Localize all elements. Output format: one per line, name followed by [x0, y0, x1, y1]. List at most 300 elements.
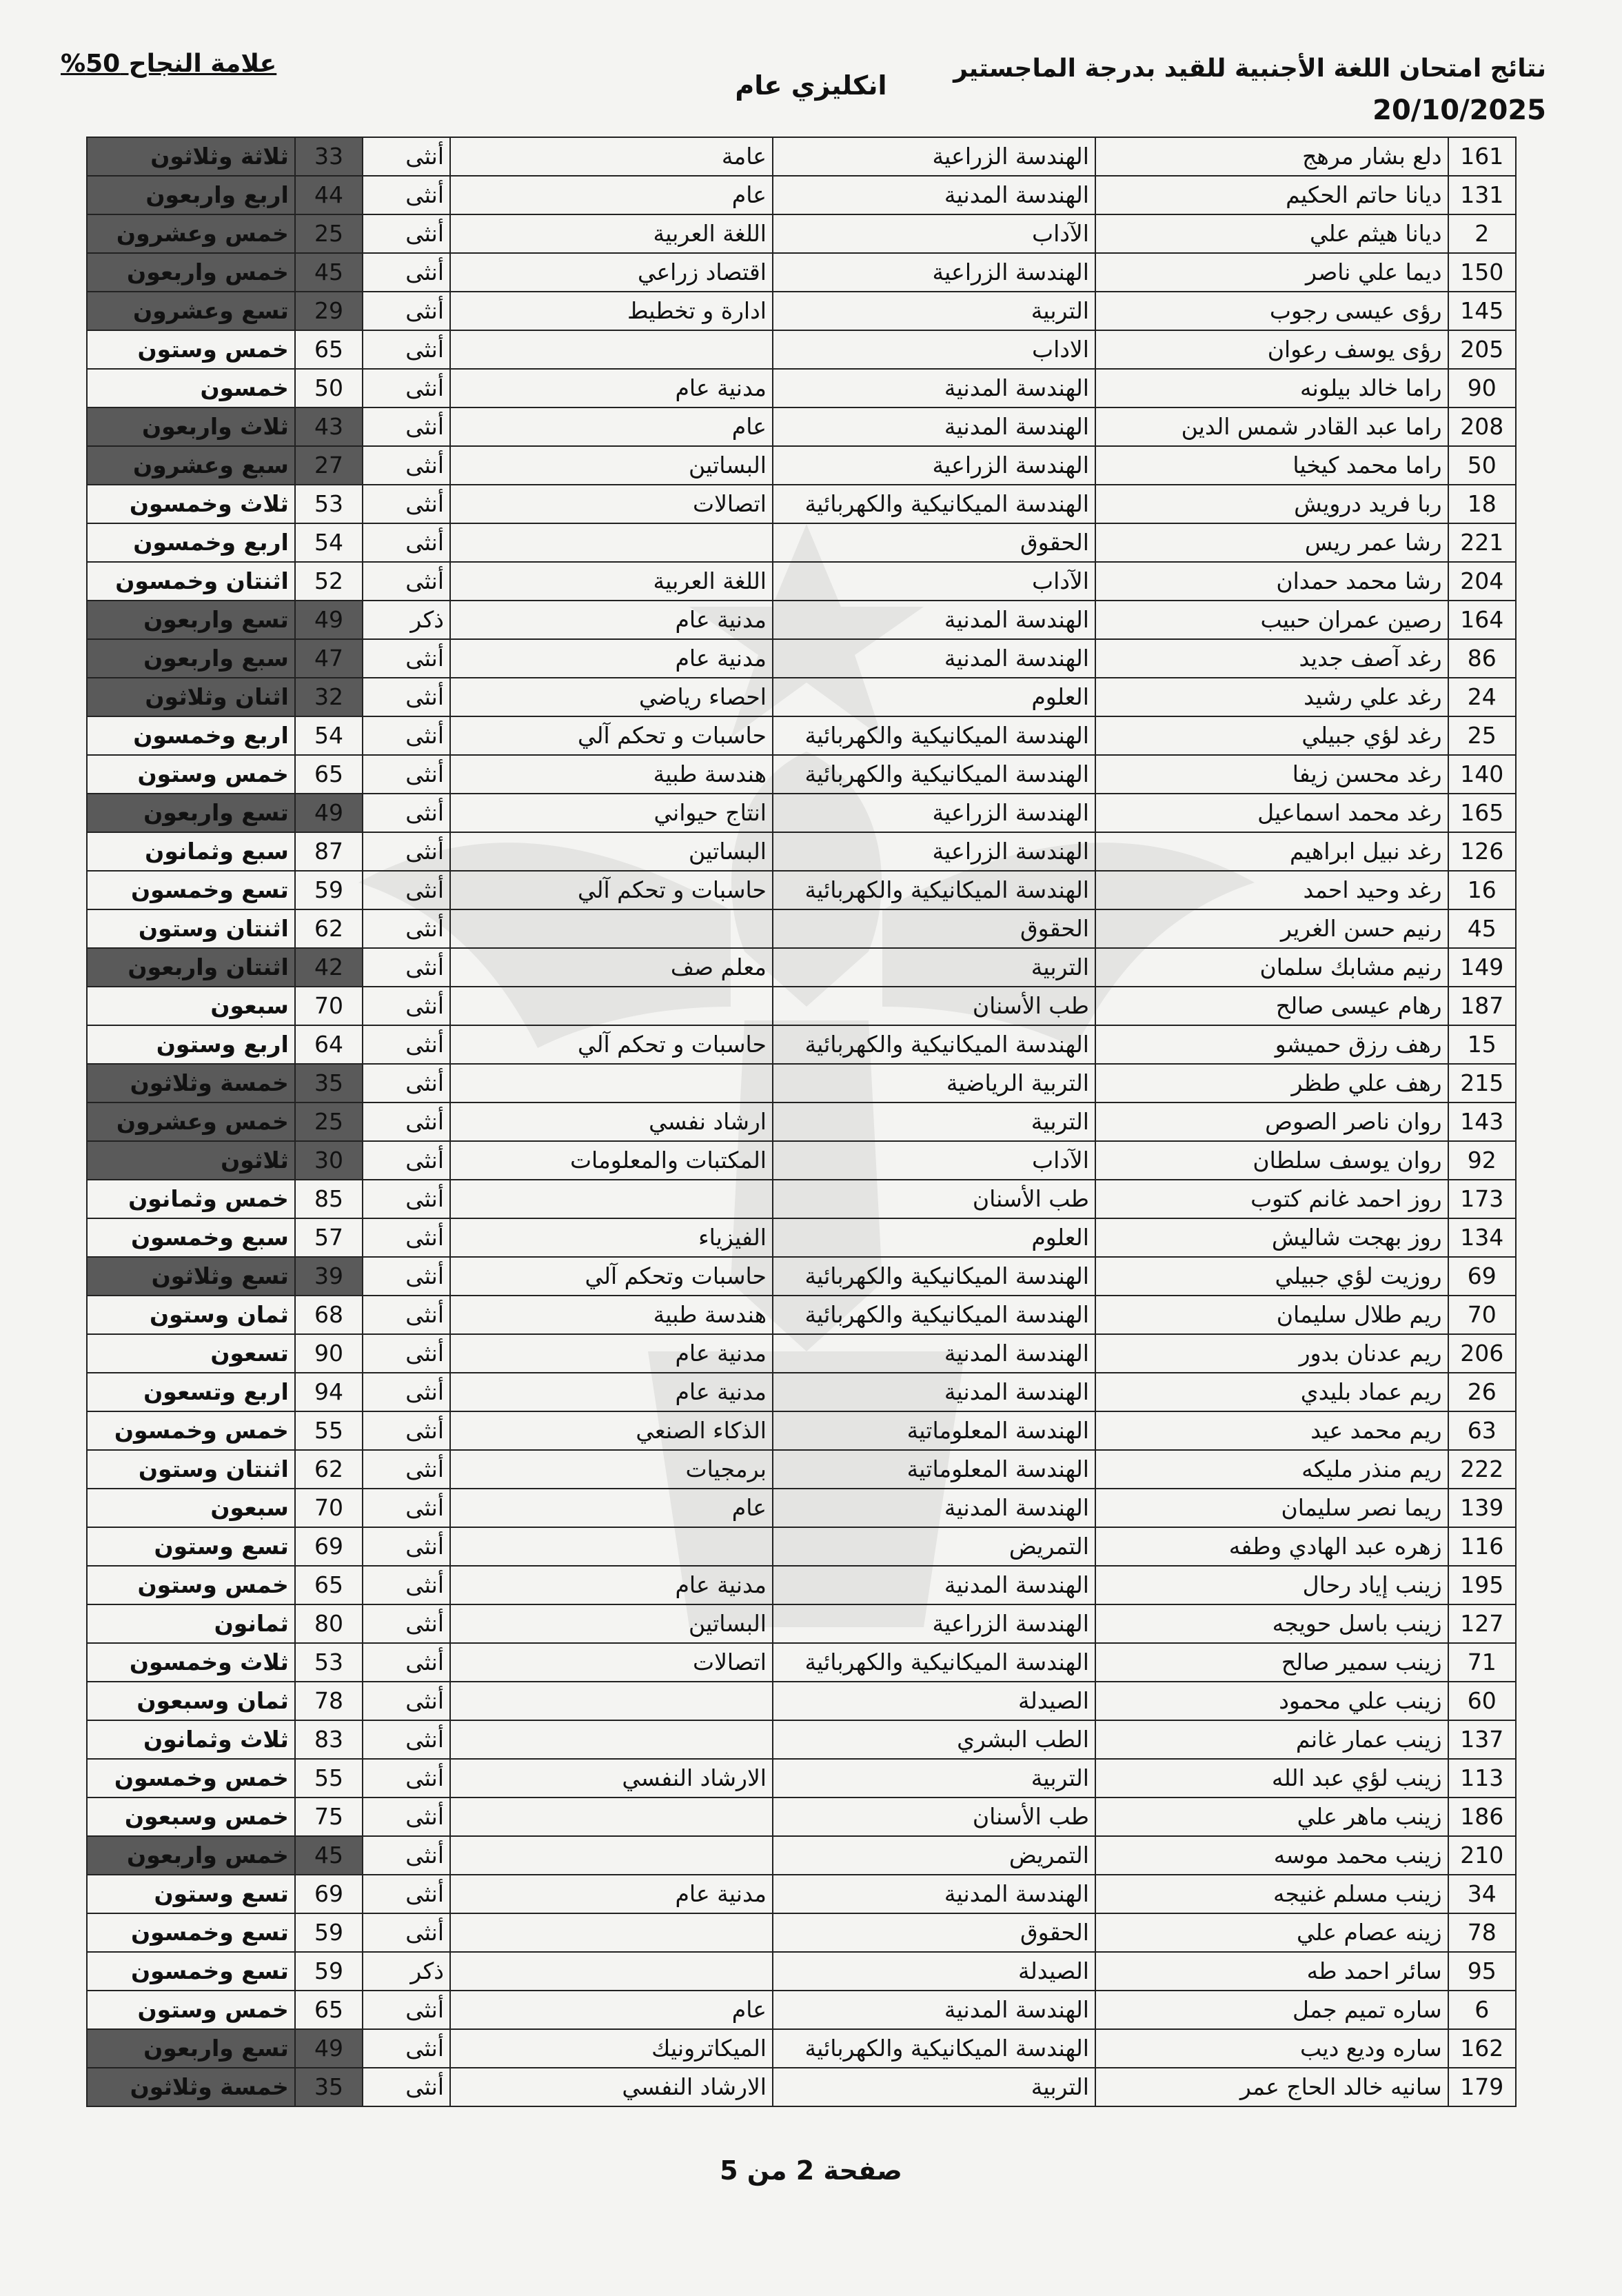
gender-cell: أنثى [363, 1913, 450, 1952]
gender-cell: أنثى [363, 407, 450, 446]
row-number-cell: 195 [1448, 1566, 1516, 1604]
mark-in-words-cell: تسع وستون [87, 1527, 295, 1566]
table-row [87, 1527, 1516, 1566]
specialization-cell [450, 1913, 773, 1952]
row-number-cell: 25 [1448, 716, 1516, 755]
mark-cell: 59 [295, 1913, 363, 1952]
specialization-cell: حاسبات و تحكم آلي [450, 1025, 773, 1064]
specialization-cell: اللغة العربية [450, 214, 773, 253]
specialization-cell [450, 523, 773, 562]
specialization-cell [450, 1527, 773, 1566]
student-name-cell: راما محمد كيخيا [1095, 446, 1448, 485]
table-row [87, 755, 1516, 794]
mark-cell: 87 [295, 832, 363, 871]
mark-in-words-cell: ثلاثون [87, 1141, 295, 1180]
mark-cell: 65 [295, 1566, 363, 1604]
row-number-cell: 149 [1448, 948, 1516, 987]
mark-cell: 57 [295, 1218, 363, 1257]
gender-cell: أنثى [363, 176, 450, 214]
gender-cell: أنثى [363, 214, 450, 253]
student-name-cell: ساره وديع ديب [1095, 2029, 1448, 2068]
table-row [87, 832, 1516, 871]
gender-cell: أنثى [363, 1720, 450, 1759]
student-name-cell: ديانا حاتم الحكيم [1095, 176, 1448, 214]
mark-cell: 45 [295, 253, 363, 292]
gender-cell: أنثى [363, 1489, 450, 1527]
table-row [87, 601, 1516, 639]
student-name-cell: زينب علي محمود [1095, 1682, 1448, 1720]
table-row [87, 1643, 1516, 1682]
table-row [87, 1141, 1516, 1180]
gender-cell: أنثى [363, 1334, 450, 1373]
mark-cell: 45 [295, 1836, 363, 1875]
faculty-cell: الاداب [773, 330, 1095, 369]
faculty-cell: الهندسة المدنية [773, 639, 1095, 678]
gender-cell: ذكر [363, 601, 450, 639]
table-row [87, 909, 1516, 948]
student-name-cell: رشا عمر ريس [1095, 523, 1448, 562]
specialization-cell: مدنية عام [450, 1875, 773, 1913]
gender-cell: أنثى [363, 1180, 450, 1218]
mark-cell: 65 [295, 330, 363, 369]
table-row [87, 2029, 1516, 2068]
table-row [87, 1875, 1516, 1913]
student-name-cell: زينب باسل حويجه [1095, 1604, 1448, 1643]
gender-cell: أنثى [363, 948, 450, 987]
row-number-cell: 78 [1448, 1913, 1516, 1952]
mark-in-words-cell: سبع وعشرون [87, 446, 295, 485]
row-number-cell: 50 [1448, 446, 1516, 485]
mark-cell: 47 [295, 639, 363, 678]
specialization-cell: مدنية عام [450, 1373, 773, 1411]
row-number-cell: 16 [1448, 871, 1516, 909]
faculty-cell: الهندسة الزراعية [773, 446, 1095, 485]
faculty-cell: الهندسة المدنية [773, 1489, 1095, 1527]
mark-in-words-cell: اربع وخمسون [87, 716, 295, 755]
row-number-cell: 24 [1448, 678, 1516, 716]
mark-cell: 90 [295, 1334, 363, 1373]
gender-cell: أنثى [363, 1411, 450, 1450]
specialization-cell: الارشاد النفسي [450, 2068, 773, 2106]
table-row [87, 407, 1516, 446]
faculty-cell: الهندسة الميكانيكية والكهربائية [773, 1643, 1095, 1682]
gender-cell: ذكر [363, 1952, 450, 1991]
student-name-cell: راما خالد بيلونه [1095, 369, 1448, 407]
mark-cell: 70 [295, 987, 363, 1025]
mark-in-words-cell: تسع وخمسون [87, 1913, 295, 1952]
student-name-cell: زينب إياد رحال [1095, 1566, 1448, 1604]
row-number-cell: 165 [1448, 794, 1516, 832]
gender-cell: أنثى [363, 1102, 450, 1141]
mark-in-words-cell: تسع وخمسون [87, 871, 295, 909]
student-name-cell: رغد علي رشيد [1095, 678, 1448, 716]
row-number-cell: 186 [1448, 1797, 1516, 1836]
faculty-cell: الهندسة المعلوماتية [773, 1450, 1095, 1489]
faculty-cell: التربية [773, 1102, 1095, 1141]
mark-cell: 65 [295, 755, 363, 794]
student-name-cell: زينب مسلم غنيجه [1095, 1875, 1448, 1913]
table-row [87, 1991, 1516, 2029]
gender-cell: أنثى [363, 253, 450, 292]
faculty-cell: العلوم [773, 678, 1095, 716]
mark-in-words-cell: ثلاثة وثلاثون [87, 137, 295, 176]
faculty-cell: التربية [773, 948, 1095, 987]
student-name-cell: دلع بشار مرهج [1095, 137, 1448, 176]
mark-cell: 42 [295, 948, 363, 987]
row-number-cell: 34 [1448, 1875, 1516, 1913]
specialization-cell: حاسبات وتحكم آلي [450, 1257, 773, 1296]
gender-cell: أنثى [363, 1991, 450, 2029]
table-row [87, 523, 1516, 562]
row-number-cell: 6 [1448, 1991, 1516, 2029]
faculty-cell: الهندسة المدنية [773, 1875, 1095, 1913]
student-name-cell: رنيم حسن الغرير [1095, 909, 1448, 948]
faculty-cell: الهندسة الزراعية [773, 1604, 1095, 1643]
specialization-cell [450, 909, 773, 948]
faculty-cell: الهندسة الزراعية [773, 794, 1095, 832]
specialization-cell: عام [450, 176, 773, 214]
mark-cell: 68 [295, 1296, 363, 1334]
student-name-cell: رشا محمد حمدان [1095, 562, 1448, 601]
faculty-cell: التربية [773, 2068, 1095, 2106]
mark-in-words-cell: ثمان وسبعون [87, 1682, 295, 1720]
table-row [87, 1102, 1516, 1141]
table-row [87, 485, 1516, 523]
table-row [87, 1025, 1516, 1064]
mark-cell: 85 [295, 1180, 363, 1218]
student-name-cell: سائر احمد طه [1095, 1952, 1448, 1991]
student-name-cell: روزيت لؤي جبيلي [1095, 1257, 1448, 1296]
row-number-cell: 18 [1448, 485, 1516, 523]
row-number-cell: 173 [1448, 1180, 1516, 1218]
gender-cell: أنثى [363, 1373, 450, 1411]
gender-cell: أنثى [363, 330, 450, 369]
row-number-cell: 215 [1448, 1064, 1516, 1102]
gender-cell: أنثى [363, 1025, 450, 1064]
mark-cell: 69 [295, 1875, 363, 1913]
student-name-cell: رغد محسن زيفا [1095, 755, 1448, 794]
faculty-cell: الحقوق [773, 523, 1095, 562]
specialization-cell: اتصالات [450, 485, 773, 523]
row-number-cell: 139 [1448, 1489, 1516, 1527]
mark-in-words-cell: خمس واربعون [87, 1836, 295, 1875]
student-name-cell: ديما علي ناصر [1095, 253, 1448, 292]
table-row [87, 446, 1516, 485]
row-number-cell: 222 [1448, 1450, 1516, 1489]
table-row [87, 948, 1516, 987]
mark-in-words-cell: ثمانون [87, 1604, 295, 1643]
table-row [87, 1682, 1516, 1720]
student-name-cell: روان ناصر الصوص [1095, 1102, 1448, 1141]
mark-cell: 53 [295, 1643, 363, 1682]
mark-cell: 50 [295, 369, 363, 407]
faculty-cell: الهندسة الميكانيكية والكهربائية [773, 1296, 1095, 1334]
specialization-cell: عام [450, 1991, 773, 2029]
student-name-cell: ريم عماد بليدي [1095, 1373, 1448, 1411]
specialization-cell: ادارة و تخطيط [450, 292, 773, 330]
gender-cell: أنثى [363, 1566, 450, 1604]
mark-in-words-cell: اثنتان وستون [87, 909, 295, 948]
mark-cell: 54 [295, 523, 363, 562]
mark-cell: 30 [295, 1141, 363, 1180]
row-number-cell: 95 [1448, 1952, 1516, 1991]
table-row [87, 1450, 1516, 1489]
student-name-cell: زينب ماهر علي [1095, 1797, 1448, 1836]
student-name-cell: ربا فريد درويش [1095, 485, 1448, 523]
student-name-cell: راما عبد القادر شمس الدين [1095, 407, 1448, 446]
student-name-cell: سانيه خالد الحاج عمر [1095, 2068, 1448, 2106]
gender-cell: أنثى [363, 292, 450, 330]
row-number-cell: 161 [1448, 137, 1516, 176]
student-name-cell: زينب عمار غانم [1095, 1720, 1448, 1759]
mark-cell: 25 [295, 1102, 363, 1141]
faculty-cell: الهندسة الميكانيكية والكهربائية [773, 485, 1095, 523]
specialization-cell: البساتين [450, 832, 773, 871]
row-number-cell: 208 [1448, 407, 1516, 446]
specialization-cell: هندسة طبية [450, 1296, 773, 1334]
specialization-cell: حاسبات و تحكم آلي [450, 871, 773, 909]
table-row [87, 1797, 1516, 1836]
specialization-cell: مدنية عام [450, 639, 773, 678]
table-row [87, 1566, 1516, 1604]
faculty-cell: التربية [773, 292, 1095, 330]
row-number-cell: 143 [1448, 1102, 1516, 1141]
gender-cell: أنثى [363, 446, 450, 485]
mark-in-words-cell: سبعون [87, 987, 295, 1025]
faculty-cell: التربية [773, 1759, 1095, 1797]
mark-cell: 83 [295, 1720, 363, 1759]
specialization-cell [450, 330, 773, 369]
faculty-cell: الحقوق [773, 909, 1095, 948]
specialization-cell: احصاء رياضي [450, 678, 773, 716]
gender-cell: أنثى [363, 2068, 450, 2106]
table-row [87, 1218, 1516, 1257]
specialization-cell [450, 1797, 773, 1836]
mark-in-words-cell: خمس وخمسون [87, 1759, 295, 1797]
row-number-cell: 86 [1448, 639, 1516, 678]
gender-cell: أنثى [363, 137, 450, 176]
mark-in-words-cell: خمسون [87, 369, 295, 407]
gender-cell: أنثى [363, 1450, 450, 1489]
faculty-cell: الآداب [773, 1141, 1095, 1180]
mark-in-words-cell: تسع وخمسون [87, 1952, 295, 1991]
gender-cell: أنثى [363, 871, 450, 909]
specialization-cell [450, 987, 773, 1025]
student-name-cell: رنيم مشابك سلمان [1095, 948, 1448, 987]
row-number-cell: 71 [1448, 1643, 1516, 1682]
specialization-cell [450, 1836, 773, 1875]
faculty-cell: الآداب [773, 562, 1095, 601]
mark-in-words-cell: سبع وخمسون [87, 1218, 295, 1257]
gender-cell: أنثى [363, 794, 450, 832]
row-number-cell: 210 [1448, 1836, 1516, 1875]
mark-in-words-cell: ثلاث وثمانون [87, 1720, 295, 1759]
specialization-cell [450, 1720, 773, 1759]
faculty-cell: التربية الرياضية [773, 1064, 1095, 1102]
specialization-cell: برمجيات [450, 1450, 773, 1489]
gender-cell: أنثى [363, 755, 450, 794]
faculty-cell: الهندسة الميكانيكية والكهربائية [773, 1025, 1095, 1064]
page-number: صفحة 2 من 5 [720, 2155, 902, 2186]
specialization-cell: اتصالات [450, 1643, 773, 1682]
row-number-cell: 2 [1448, 214, 1516, 253]
gender-cell: أنثى [363, 2029, 450, 2068]
faculty-cell: الحقوق [773, 1913, 1095, 1952]
mark-in-words-cell: سبعون [87, 1489, 295, 1527]
mark-in-words-cell: اثنتان وخمسون [87, 562, 295, 601]
student-name-cell: رهف علي طظر [1095, 1064, 1448, 1102]
faculty-cell: الهندسة الميكانيكية والكهربائية [773, 871, 1095, 909]
table-row [87, 2068, 1516, 2106]
row-number-cell: 69 [1448, 1257, 1516, 1296]
specialization-cell: اللغة العربية [450, 562, 773, 601]
mark-in-words-cell: خمس وستون [87, 1991, 295, 2029]
student-name-cell: روان يوسف سلطان [1095, 1141, 1448, 1180]
student-name-cell: زينب سمير صالح [1095, 1643, 1448, 1682]
row-number-cell: 116 [1448, 1527, 1516, 1566]
mark-in-words-cell: ثلاث واربعون [87, 407, 295, 446]
student-name-cell: رغد لؤي جبيلي [1095, 716, 1448, 755]
student-name-cell: زينه عصام علي [1095, 1913, 1448, 1952]
mark-cell: 55 [295, 1411, 363, 1450]
mark-cell: 94 [295, 1373, 363, 1411]
faculty-cell: الهندسة المدنية [773, 1373, 1095, 1411]
table-row [87, 1296, 1516, 1334]
row-number-cell: 60 [1448, 1682, 1516, 1720]
mark-in-words-cell: اثنتان وستون [87, 1450, 295, 1489]
gender-cell: أنثى [363, 987, 450, 1025]
gender-cell: أنثى [363, 716, 450, 755]
mark-cell: 27 [295, 446, 363, 485]
faculty-cell: الهندسة المدنية [773, 369, 1095, 407]
mark-cell: 70 [295, 1489, 363, 1527]
gender-cell: أنثى [363, 639, 450, 678]
faculty-cell: الهندسة المدنية [773, 1566, 1095, 1604]
gender-cell: أنثى [363, 832, 450, 871]
row-number-cell: 113 [1448, 1759, 1516, 1797]
mark-in-words-cell: ثلاث وخمسون [87, 485, 295, 523]
student-name-cell: ساره تميم جمل [1095, 1991, 1448, 2029]
specialization-cell: عام [450, 1489, 773, 1527]
row-number-cell: 204 [1448, 562, 1516, 601]
specialization-cell: معلم صف [450, 948, 773, 987]
row-number-cell: 131 [1448, 176, 1516, 214]
faculty-cell: طب الأسنان [773, 1180, 1095, 1218]
results-table [86, 137, 1517, 2107]
table-row [87, 1373, 1516, 1411]
mark-in-words-cell: خمس وثمانون [87, 1180, 295, 1218]
exam-date: 20/10/2025 [1372, 94, 1546, 126]
specialization-cell: انتاج حيواني [450, 794, 773, 832]
mark-in-words-cell: اثنتان واربعون [87, 948, 295, 987]
mark-in-words-cell: تسع وعشرون [87, 292, 295, 330]
gender-cell: أنثى [363, 1682, 450, 1720]
gender-cell: أنثى [363, 1643, 450, 1682]
mark-in-words-cell: خمس وستون [87, 1566, 295, 1604]
row-number-cell: 162 [1448, 2029, 1516, 2068]
specialization-cell: المكتبات والمعلومات [450, 1141, 773, 1180]
table-row [87, 1489, 1516, 1527]
row-number-cell: 179 [1448, 2068, 1516, 2106]
specialization-cell: البساتين [450, 1604, 773, 1643]
gender-cell: أنثى [363, 1257, 450, 1296]
mark-in-words-cell: ثمان وستون [87, 1296, 295, 1334]
specialization-cell: الميكاترونيك [450, 2029, 773, 2068]
table-row [87, 1064, 1516, 1102]
table-row [87, 1836, 1516, 1875]
mark-cell: 69 [295, 1527, 363, 1566]
student-name-cell: رغد وحيد احمد [1095, 871, 1448, 909]
gender-cell: أنثى [363, 369, 450, 407]
gender-cell: أنثى [363, 1604, 450, 1643]
faculty-cell: الهندسة المعلوماتية [773, 1411, 1095, 1450]
faculty-cell: التمريض [773, 1527, 1095, 1566]
mark-in-words-cell: خمس وعشرون [87, 1102, 295, 1141]
specialization-cell: البساتين [450, 446, 773, 485]
faculty-cell: الهندسة المدنية [773, 176, 1095, 214]
mark-cell: 44 [295, 176, 363, 214]
faculty-cell: الطب البشري [773, 1720, 1095, 1759]
mark-in-words-cell: خمس وستون [87, 755, 295, 794]
table-row [87, 794, 1516, 832]
specialization-cell [450, 1180, 773, 1218]
mark-cell: 52 [295, 562, 363, 601]
faculty-cell: الآداب [773, 214, 1095, 253]
student-name-cell: ريم منذر مليكه [1095, 1450, 1448, 1489]
mark-in-words-cell: اربع وستون [87, 1025, 295, 1064]
row-number-cell: 92 [1448, 1141, 1516, 1180]
document-title: نتائج امتحان اللغة الأجنبية للقيد بدرجة الماجستير [953, 54, 1546, 83]
table-row [87, 1180, 1516, 1218]
table-row [87, 253, 1516, 292]
faculty-cell: الهندسة المدنية [773, 407, 1095, 446]
mark-cell: 49 [295, 2029, 363, 2068]
specialization-cell: الارشاد النفسي [450, 1759, 773, 1797]
table-row [87, 1720, 1516, 1759]
faculty-cell: التمريض [773, 1836, 1095, 1875]
row-number-cell: 26 [1448, 1373, 1516, 1411]
student-name-cell: رؤى يوسف رعوان [1095, 330, 1448, 369]
mark-cell: 75 [295, 1797, 363, 1836]
gender-cell: أنثى [363, 1218, 450, 1257]
gender-cell: أنثى [363, 678, 450, 716]
mark-in-words-cell: خمس وعشرون [87, 214, 295, 253]
mark-in-words-cell: ثلاث وخمسون [87, 1643, 295, 1682]
faculty-cell: الهندسة الميكانيكية والكهربائية [773, 716, 1095, 755]
table-row [87, 330, 1516, 369]
student-name-cell: ريما نصر سليمان [1095, 1489, 1448, 1527]
mark-cell: 35 [295, 2068, 363, 2106]
mark-in-words-cell: اربع واربعون [87, 176, 295, 214]
mark-cell: 25 [295, 214, 363, 253]
row-number-cell: 63 [1448, 1411, 1516, 1450]
mark-cell: 33 [295, 137, 363, 176]
specialization-cell: عامة [450, 137, 773, 176]
row-number-cell: 90 [1448, 369, 1516, 407]
mark-in-words-cell: تسع وثلاثون [87, 1257, 295, 1296]
mark-cell: 49 [295, 601, 363, 639]
student-name-cell: ريم عدنان بدور [1095, 1334, 1448, 1373]
table-row [87, 1952, 1516, 1991]
table-row [87, 1411, 1516, 1450]
row-number-cell: 45 [1448, 909, 1516, 948]
pass-mark-note: علامة النجاح 50% [61, 50, 277, 78]
table-row [87, 214, 1516, 253]
faculty-cell: طب الأسنان [773, 987, 1095, 1025]
specialization-cell: مدنية عام [450, 369, 773, 407]
student-name-cell: رهام عيسى صالح [1095, 987, 1448, 1025]
faculty-cell: الهندسة الزراعية [773, 253, 1095, 292]
